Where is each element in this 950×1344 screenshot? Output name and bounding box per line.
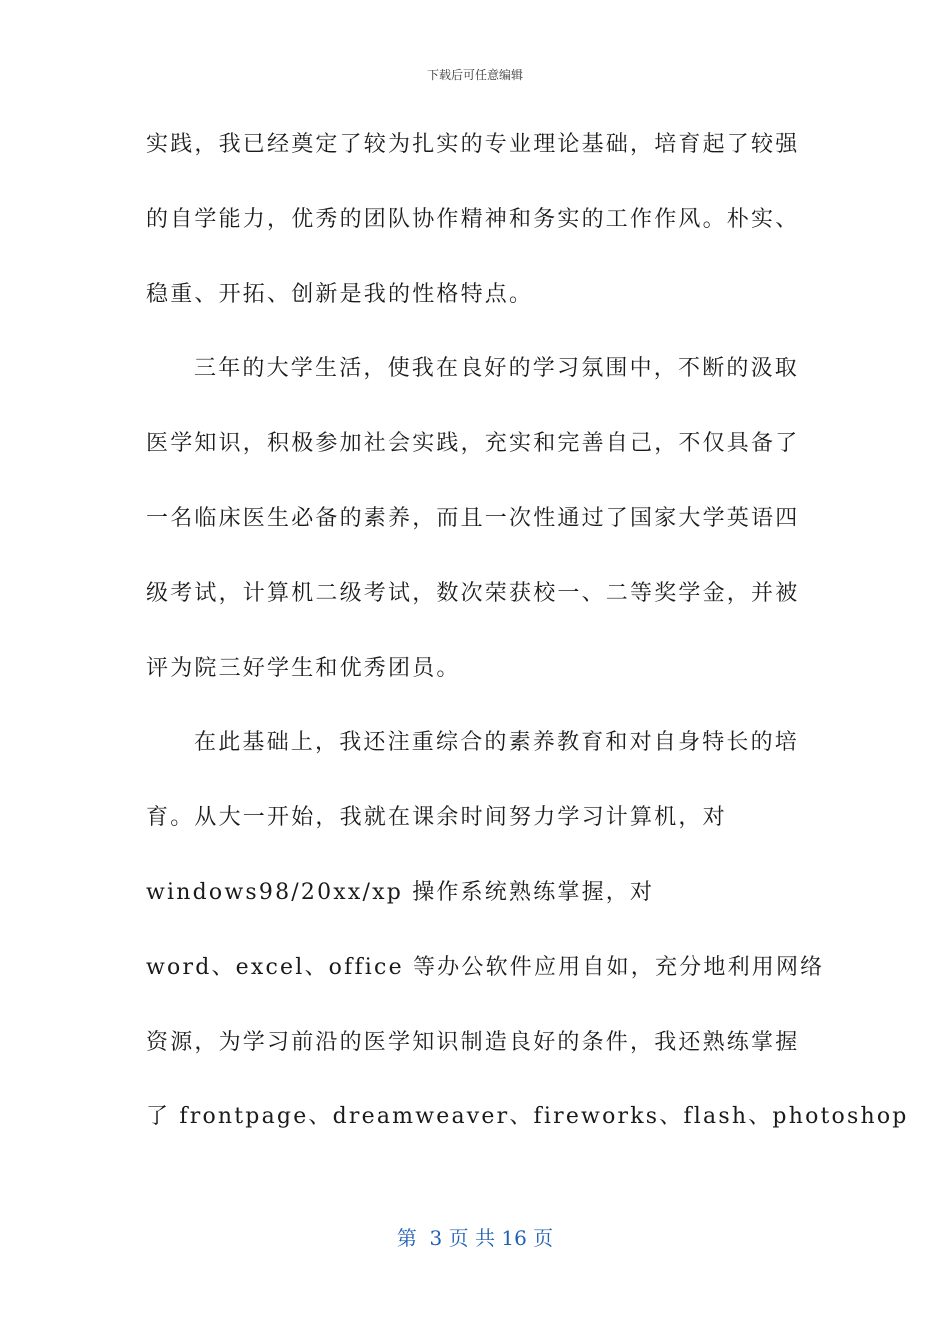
text-line: 评为院三好学生和优秀团员。: [146, 655, 461, 681]
text-line: 稳重、开拓、创新是我的性格特点。: [146, 281, 534, 307]
text-line: 的自学能力，优秀的团队协作精神和务实的工作作风。朴实、: [146, 206, 800, 232]
text-line: 育。从大一开始，我就在课余时间努力学习计算机，对: [146, 805, 727, 831]
document-body: [146, 128, 909, 1175]
text-line: windows98/20xx/xp 操作系统熟练掌握，对: [146, 879, 655, 905]
paragraph-start-line: 在此基础上，我还注重综合的素养教育和对自身特长的培: [194, 730, 800, 756]
text-line: word、excel、office 等办公软件应用自如，充分地利用网络: [146, 954, 825, 980]
text-line: 医学知识，积极参加社会实践，充实和完善自己，不仅具备了: [146, 431, 800, 457]
page-number-footer: 第 3 页 共 16 页: [396, 1226, 554, 1250]
text-line: 实践，我已经奠定了较为扎实的专业理论基础，培育起了较强: [146, 132, 800, 157]
text-line: 一名临床医生必备的素养，而且一次性通过了国家大学英语四: [146, 505, 800, 531]
text-line: 级考试，计算机二级考试，数次荣获校一、二等奖学金，并被: [146, 580, 800, 606]
text-line: 资源，为学习前沿的医学知识制造良好的条件，我还熟练掌握: [146, 1029, 800, 1055]
paragraph-start-line: 三年的大学生活，使我在良好的学习氛围中，不断的汲取: [194, 356, 800, 382]
page-header: 下载后可任意编辑: [426, 68, 523, 82]
text-line: 了 frontpage、dreamweaver、fireworks、flash、photoshop: [146, 1104, 909, 1130]
